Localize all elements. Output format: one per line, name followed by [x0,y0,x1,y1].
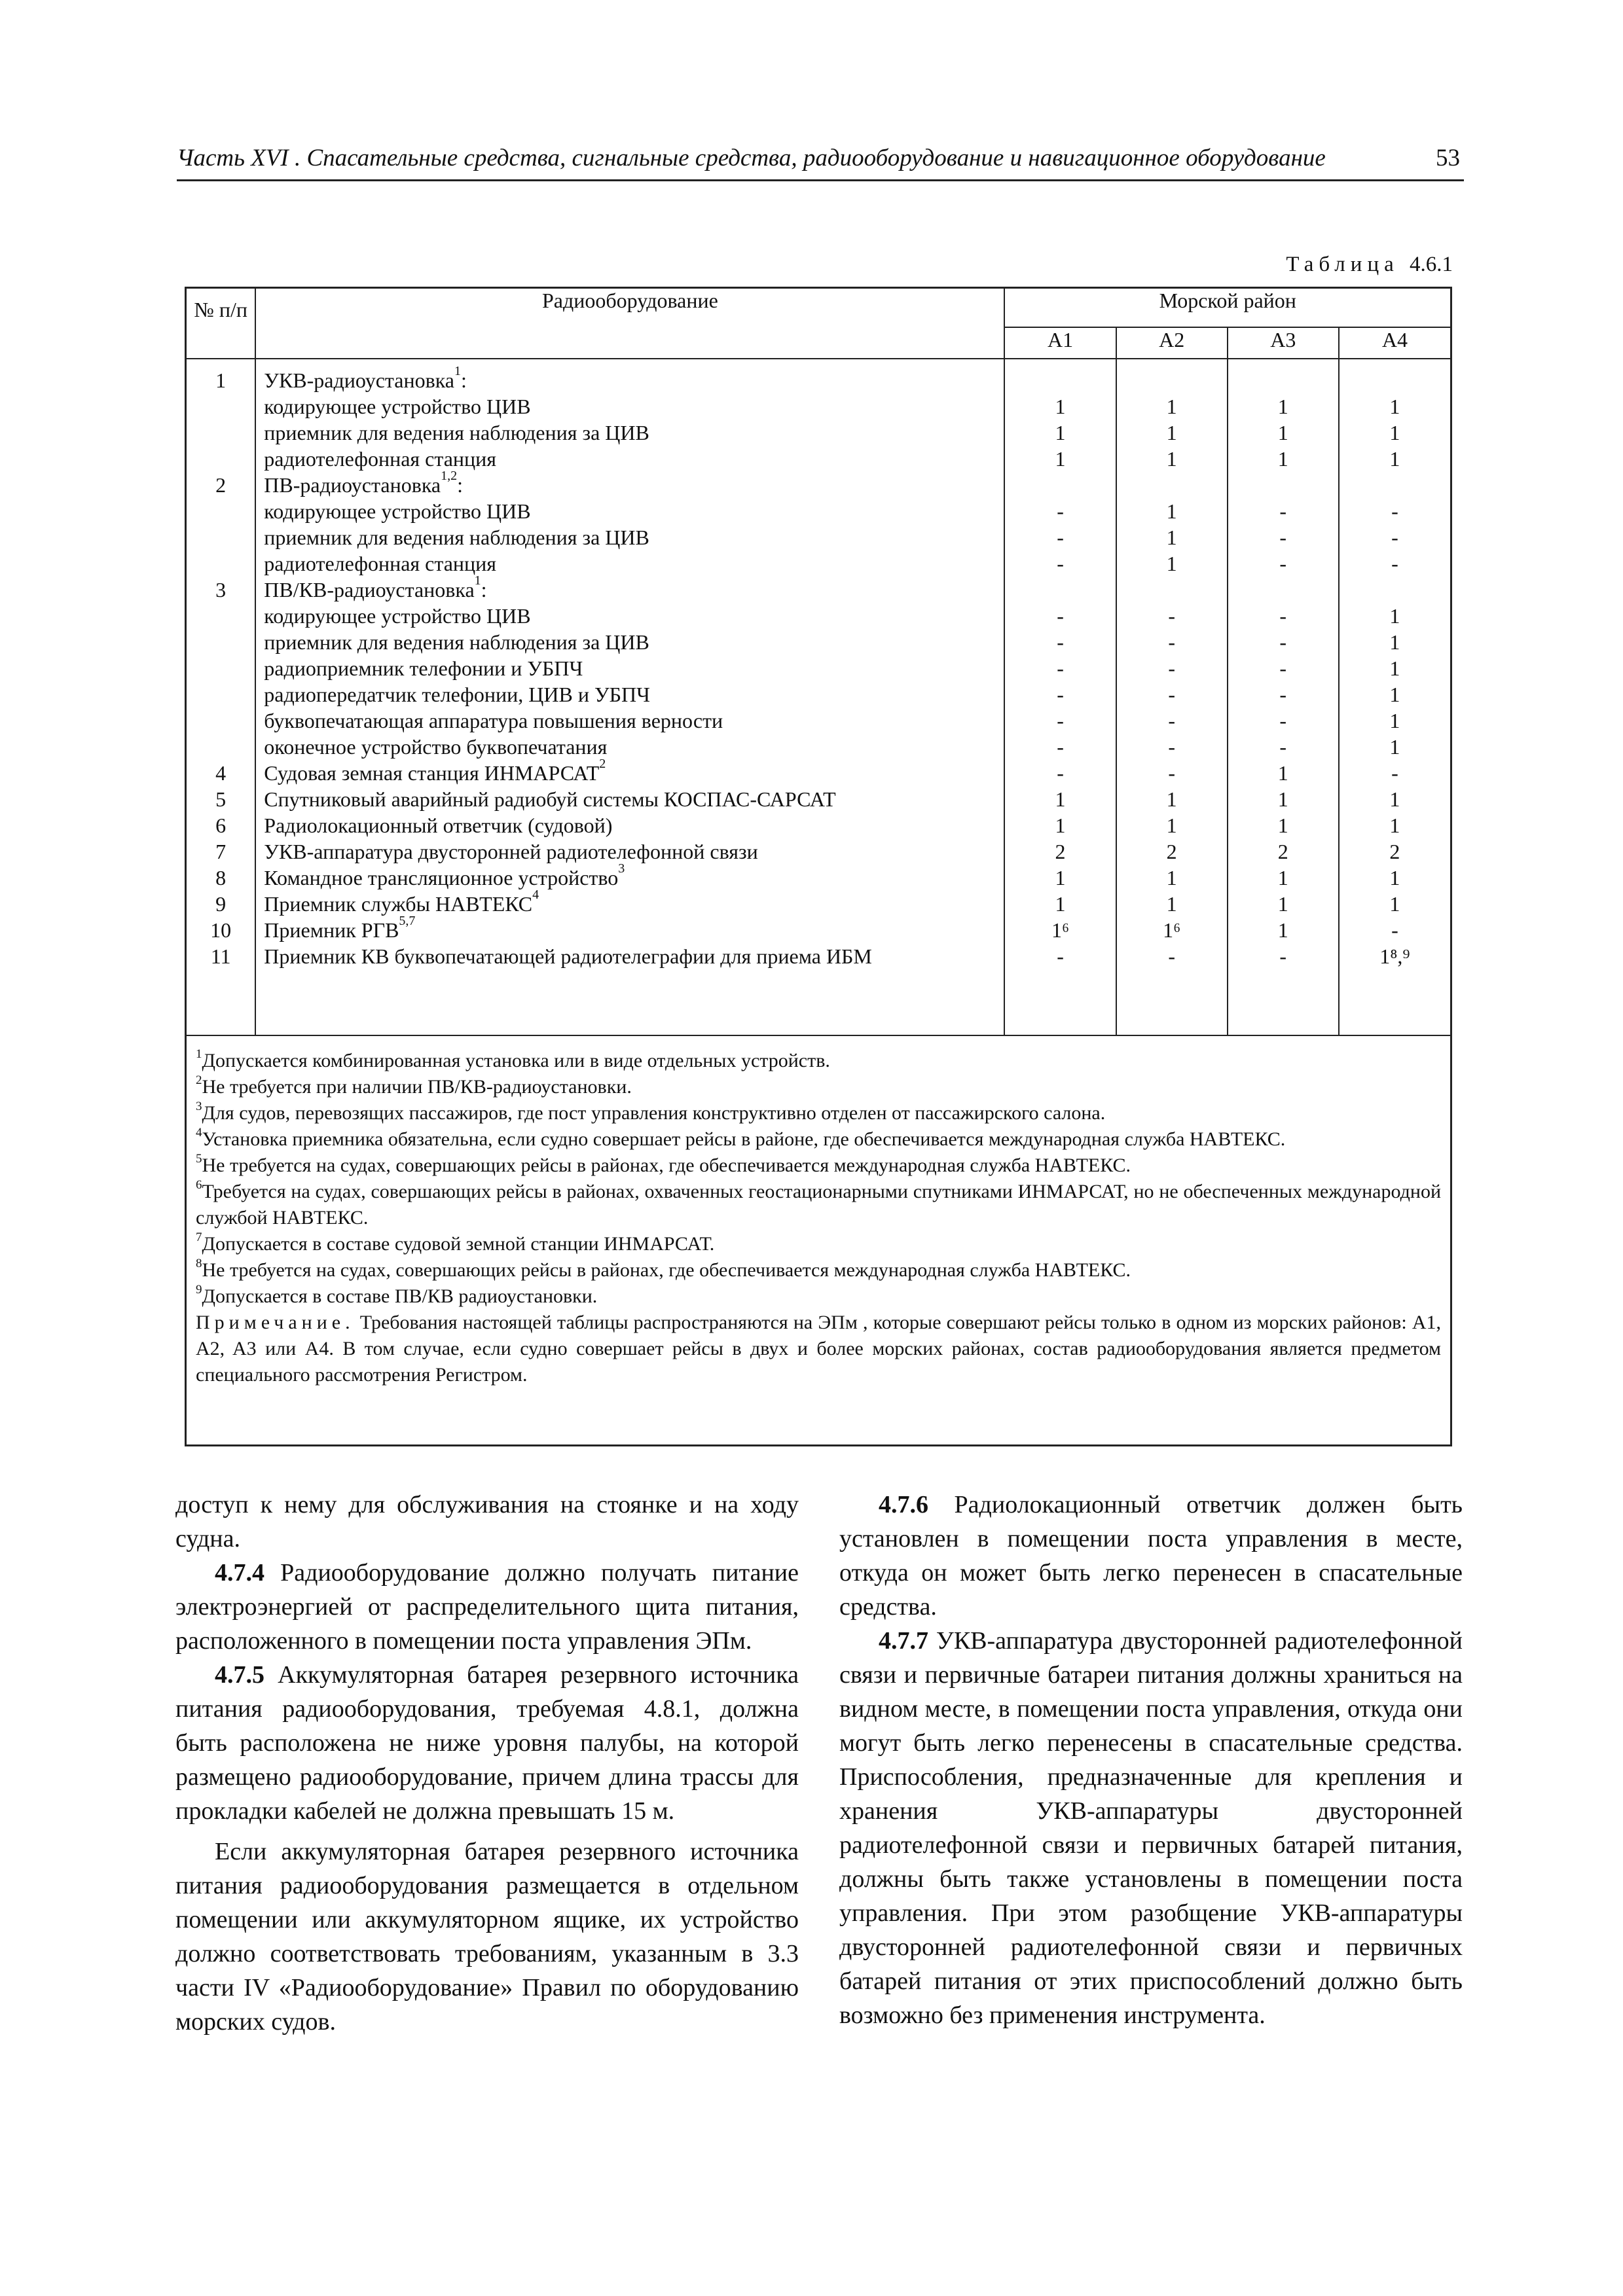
row-number [187,603,255,629]
footnote-mark: 4 [196,1126,202,1139]
paragraph [839,1624,1463,2032]
table-caption-word: Таблица [1286,253,1399,276]
equipment-column [255,359,1004,1035]
area-value: 1 [1389,866,1400,889]
area-value [1340,577,1450,603]
area-value: 1 [1166,866,1177,889]
area-value: 1⁶ [1163,918,1181,942]
area-value [1005,577,1115,603]
area-value: 1 [1166,447,1177,471]
area-value [1005,367,1115,393]
area-value: - [1391,918,1398,942]
area-a3-column [1228,359,1339,1035]
footnote: $^4$Установка приемника обязательна, если судно совершает рейсы в районе, где обеспечивается международная служба НАВТЕКС. [196,1126,1286,1150]
area-value: 1 [1389,447,1400,471]
equipment-name: радиотелефонная станция [264,447,497,471]
footnote-mark: 5 [196,1152,202,1166]
row-number [187,420,255,446]
equipment-name: ПВ/КВ-радиоустановка$^1$: [264,573,487,601]
area-value: 1 [1389,787,1400,811]
area-value [1117,472,1227,498]
footnote-ref: 5,7 [399,914,416,928]
page-number: 53 [1436,145,1460,171]
row-number [187,629,255,655]
area-value: 1 [1166,395,1177,418]
area-value: - [1391,499,1398,523]
section-number: 4.7.4 [215,1559,264,1587]
area-value: 1 [1166,421,1177,444]
area-value: - [1057,656,1064,680]
area-value [1228,472,1338,498]
area-value: 1 [1166,787,1177,811]
footnote: $^3$Для судов, перевозящих пассажиров, где пост управления конструктивно отделен от пассажирского салона. [196,1100,1106,1124]
equipment-table [185,287,1452,1446]
equipment-name: кодирующее устройство ЦИВ [264,499,531,523]
row-number [187,446,255,472]
area-value: 1 [1166,892,1177,916]
footnote-mark: 7 [196,1230,202,1244]
page-header [177,136,1464,181]
equipment-name: кодирующее устройство ЦИВ [264,395,531,418]
row-number [187,655,255,681]
area-value: 1 [1166,526,1177,549]
area-a2-column [1116,359,1228,1035]
area-value [1117,577,1227,603]
table-caption-number: 4.6.1 [1410,253,1453,276]
area-value: - [1057,630,1064,654]
area-value: 1 [1055,787,1066,811]
area-value: 1 [1277,787,1288,811]
header-area: Морской район [1004,289,1450,327]
area-value: 1 [1389,421,1400,444]
footnote: $^8$Не требуется на судах, совершающих рейсы в районах, где обеспечивается международная служба НАВТЕКС. [196,1257,1131,1281]
area-value: 1 [1055,447,1066,471]
area-value: - [1057,944,1064,968]
area-value: - [1057,499,1064,523]
equipment-name: УКВ-аппаратура двусторонней радиотелефонной связи [264,840,758,863]
area-value: - [1279,526,1287,549]
header-equipment: Радиооборудование [255,289,1004,359]
footnote: $^2$Не требуется при наличии ПВ/КВ-радиоустановки. [196,1073,632,1098]
area-value: 1 [1389,735,1400,759]
row-number [187,681,255,708]
equipment-name: Приемник КВ буквопечатающей радиотелеграфии для приема ИБМ [264,944,872,968]
area-value: - [1168,683,1175,706]
row-number: 9 [215,892,227,916]
area-value: - [1279,709,1287,732]
equipment-name: ПВ-радиоустановка$^{1,2}$: [264,469,463,497]
equipment-name: Спутниковый аварийный радиобуй системы КОСПАС-САРСАТ [264,787,836,811]
section-number: 4.7.6 [879,1491,928,1518]
equipment-name: буквопечатающая аппаратура повышения верности [264,709,723,732]
area-value: - [1279,499,1287,523]
area-value: 2 [1277,840,1288,863]
row-number: 2 [215,473,227,497]
equipment-name: Приемник службы НАВТЕКС$^4$ [264,888,539,916]
area-value: - [1279,944,1287,968]
area-value: - [1279,630,1287,654]
area-value: 1 [1166,552,1177,575]
area-value: 1 [1389,656,1400,680]
area-value: 1⁶ [1051,918,1070,942]
area-value: 1 [1277,892,1288,916]
paragraph [839,1488,1463,1624]
equipment-name: приемник для ведения наблюдения за ЦИВ [264,630,649,654]
area-value: 1 [1055,892,1066,916]
footnote-ref: 2 [599,757,606,771]
table-caption [1286,253,1453,277]
running-title: Часть XVI . Спасательные средства, сигнальные средства, радиооборудование и навигационное оборудование [177,145,1326,171]
area-value: 1 [1277,447,1288,471]
footnote-mark: 2 [196,1073,202,1087]
area-value: 2 [1389,840,1400,863]
area-value: 1 [1277,421,1288,444]
row-number [187,734,255,760]
footnote-mark: 8 [196,1257,202,1270]
footnote: $^6$Требуется на судах, совершающих рейсы в районах, охваченных геостационарными спутниками ИНМАРСАТ, но не обеспеченных международной службой НАВТЕКС. [196,1178,1441,1229]
equipment-name: радиопередатчик телефонии, ЦИВ и УБПЧ [264,683,650,706]
area-value: 1 [1277,918,1288,942]
area-value: - [1057,709,1064,732]
area-value: 1 [1389,892,1400,916]
area-value: 1 [1389,709,1400,732]
area-value: 1⁸,⁹ [1379,944,1410,968]
area-value: 1 [1389,683,1400,706]
footnote-ref: 1 [474,573,481,588]
area-value: 1 [1277,866,1288,889]
area-value [1228,577,1338,603]
footnote: $^9$Допускается в составе ПВ/КВ радиоустановки. [196,1283,598,1307]
equipment-name: УКВ-радиоустановка$^1$: [264,364,467,392]
area-value: - [1279,604,1287,628]
area-value [1340,472,1450,498]
row-number [187,524,255,550]
area-value: 2 [1166,840,1177,863]
area-value: - [1057,552,1064,575]
footnote-mark: 9 [196,1283,202,1297]
area-value: 1 [1389,395,1400,418]
paragraph-text: Радиолокационный ответчик должен быть установлен в помещении поста управления в месте, откуда он может быть легко перенесен в спасательные средства. [839,1491,1463,1621]
area-value: - [1057,761,1064,785]
area-value: 1 [1166,814,1177,837]
area-value: - [1279,683,1287,706]
area-value: 1 [1055,395,1066,418]
area-value: 2 [1055,840,1066,863]
footnote-ref: 4 [532,888,539,902]
footnote-ref: 1,2 [441,469,458,483]
area-value: - [1279,656,1287,680]
area-value: 1 [1277,395,1288,418]
footnote: $^5$Не требуется на судах, совершающих рейсы в районах, где обеспечивается международная служба НАВТЕКС. [196,1152,1131,1176]
table-remark [196,1310,1441,1388]
equipment-name: Радиолокационный ответчик (судовой) [264,814,613,837]
right-column [839,1488,1463,2032]
row-number: 5 [215,787,227,811]
area-value: 1 [1389,814,1400,837]
paragraph: Если аккумуляторная батарея резервного источника питания радиооборудования размещается в отдельном помещении или аккумуляторном ящике, их устройство должно соответствовать требованиям, указанным в 3.3 части IV «Радиооборудование» Правил по оборудованию морских судов. [175,1838,799,2036]
row-number [187,393,255,420]
area-value: - [1391,526,1398,549]
area-value [1340,367,1450,393]
row-number: 10 [210,918,232,942]
footnote-mark: 1 [196,1047,202,1061]
row-number: 8 [215,866,227,889]
area-value: - [1279,552,1287,575]
area-value: 1 [1277,814,1288,837]
area-value: 1 [1055,421,1066,444]
paragraph [175,1556,799,1658]
area-value: 1 [1389,630,1400,654]
paragraph [175,1658,799,1828]
equipment-name: кодирующее устройство ЦИВ [264,604,531,628]
area-value: - [1057,604,1064,628]
header-area-a2: A2 [1116,327,1228,359]
area-value: - [1057,735,1064,759]
area-value [1117,367,1227,393]
header-area-a3: A3 [1228,327,1339,359]
row-number: 6 [215,814,227,837]
area-value: - [1168,630,1175,654]
header-num: № п/п [187,289,255,359]
area-value: 1 [1166,499,1177,523]
row-number: 7 [215,840,227,863]
area-value: 1 [1055,814,1066,837]
section-number: 4.7.7 [879,1627,928,1655]
paragraph: доступ к нему для обслуживания на стоянке и на ходу судна. [175,1491,799,1552]
area-value: - [1279,735,1287,759]
area-value: - [1168,604,1175,628]
area-value [1228,367,1338,393]
area-value: 1 [1389,604,1400,628]
remark-text: Требования настоящей таблицы распространяются на ЭПм , которые совершают рейсы только в одном из морских районов: A1, A2, A3 или A4. В том случае, если судно совершает рейсы в двух и более морских районах, состав радиооборудования является предметом специального рассмотрения Регистром. [196,1312,1441,1386]
paragraph-text: УКВ-аппаратура двусторонней радиотелефонной связи и первичные батареи питания должны храниться на видном месте, в помещении поста управления, откуда они могут быть легко перенесены в спасательные средства. Приспособления, предназначенные для крепления и хранения УКВ-аппаратуры двусторонней радиотелефонной связи и первичных батарей питания, должны быть также установлены в помещении поста управления. При этом разобщение УКВ-аппаратуры двусторонней радиотелефонной связи и первичных батарей питания от этих приспособлений должно быть возможно без применения инструмента. [839,1627,1463,2029]
area-value: - [1391,552,1398,575]
area-value: - [1391,761,1398,785]
area-value: - [1168,761,1175,785]
table-notes [187,1035,1450,1401]
num-column [187,359,255,1035]
row-number: 1 [215,368,227,392]
equipment-name: приемник для ведения наблюдения за ЦИВ [264,526,649,549]
paragraph-text: Радиооборудование должно получать питание электроэнергией от распределительного щита питания, расположенного в помещении поста управления ЭПм. [175,1559,799,1655]
area-value: - [1168,709,1175,732]
row-number: 11 [210,944,231,968]
row-number: 4 [215,761,227,785]
area-value: - [1057,526,1064,549]
equipment-name: оконечное устройство буквопечатания [264,735,608,759]
area-a1-column [1004,359,1116,1035]
left-column [175,1488,799,2039]
paragraph-text: Аккумуляторная батарея резервного источника питания радиооборудования, требуемая 4.8.1, должна быть расположена не ниже уровня палубы, на которой размещено радиооборудование, причем длина трассы для прокладки кабелей не должна превышать 15 м. [175,1661,799,1825]
area-value: 1 [1055,866,1066,889]
row-number [187,708,255,734]
equipment-name: Приемник РГВ$^{5,7}$ [264,914,416,942]
footnote-mark: 6 [196,1178,202,1192]
footnote-ref: 1 [454,364,461,378]
equipment-name: Судовая земная станция ИНМАРСАТ$^2$ [264,757,606,785]
equipment-name: радиоприемник телефонии и УБПЧ [264,656,583,680]
footnote: $^7$Допускается в составе судовой земной станции ИНМАРСАТ. [196,1230,715,1255]
row-number: 3 [215,578,227,601]
remark-label: Примечание. [196,1312,355,1333]
equipment-name: приемник для ведения наблюдения за ЦИВ [264,421,649,444]
footnote-ref: 3 [618,861,625,876]
equipment-name: радиотелефонная станция [264,552,497,575]
area-value: 1 [1277,761,1288,785]
area-value [1005,472,1115,498]
section-number: 4.7.5 [215,1661,264,1689]
area-a4-column [1339,359,1450,1035]
equipment-name: Командное трансляционное устройство$^3$ [264,861,625,889]
row-number [187,550,255,577]
area-value: - [1168,944,1175,968]
area-value: - [1168,735,1175,759]
area-value: - [1168,656,1175,680]
footnote: $^1$Допускается комбинированная установка или в виде отдельных устройств. [196,1047,830,1071]
footnote-mark: 3 [196,1100,202,1113]
header-area-a1: A1 [1004,327,1116,359]
row-number [187,498,255,524]
area-value: - [1057,683,1064,706]
header-area-a4: A4 [1339,327,1450,359]
